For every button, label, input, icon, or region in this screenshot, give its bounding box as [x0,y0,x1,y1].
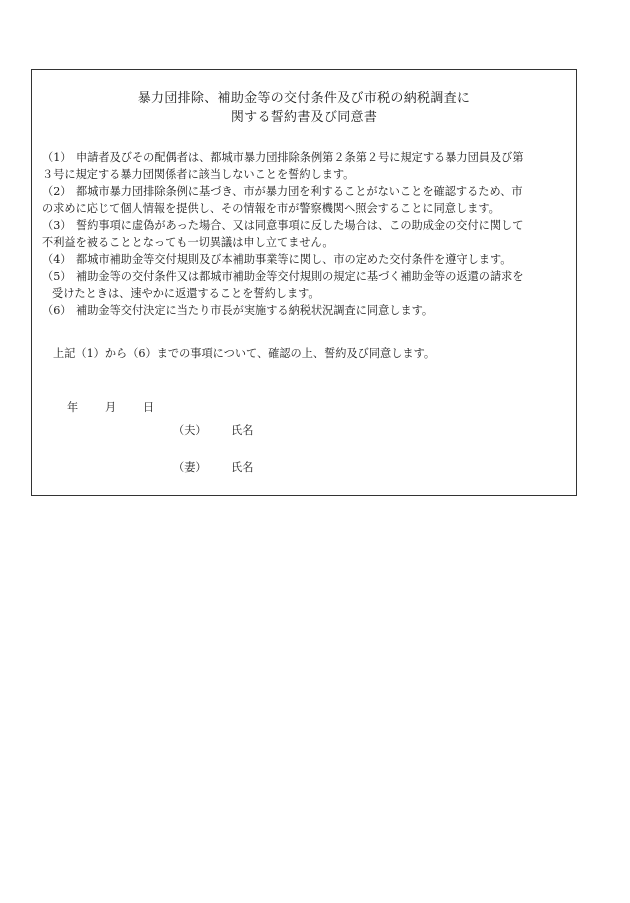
item-text: 都城市暴力団排除条例に基づき、市が暴力団を利することがないことを確認するため、市 [76,185,523,198]
signature-role-husband: （夫） [173,424,207,437]
confirmation-statement: 上記（1）から（6）までの事項について、確認の上、誓約及び同意します。 [53,347,436,360]
item-text: 誓約事項に虚偽があった場合、又は同意事項に反した場合は、この助成金の交付に関して [76,219,524,232]
date-line [67,399,154,416]
item-number: （1） [42,151,72,164]
pledge-item-5-continuation: 受けたときは、速やかに返還することを誓約します。 [52,287,320,300]
document-title-line-2: 関する誓約書及び同意書 [230,110,378,125]
item-text: 都城市補助金等交付規則及び本補助事業等に関し、市の定めた交付条件を遵守します。 [76,253,512,266]
pledge-item-2-continuation: の求めに応じて個人情報を提供し、その情報を市が警察機関へ照会することに同意します。 [42,202,500,215]
pledge-item-3-continuation: 不利益を被ることとなっても一切異議は申し立てません。 [42,236,334,249]
signature-role-wife: （妻） [173,461,207,474]
item-number: （4） [42,253,72,266]
date-month-label: 月 [105,401,117,414]
pledge-item-3 [42,217,572,234]
document-title-line-1: 暴力団排除、補助金等の交付条件及び市税の納税調査に [137,91,471,106]
pledge-items-list [42,149,572,319]
item-text: 申請者及びその配偶者は、都城市暴力団排除条例第２条第２号に規定する暴力団員及び第 [76,151,524,164]
signature-name-label: 氏名 [231,424,254,437]
signature-husband [173,422,253,439]
pledge-item-1-continuation: ３号に規定する暴力団関係者に該当しないことを誓約します。 [42,168,355,181]
pledge-item-1 [42,149,572,166]
item-text: 補助金等交付決定に当たり市長が実施する納税状況調査に同意します。 [76,304,434,317]
pledge-item-2 [42,183,572,200]
pledge-item-6 [42,302,572,319]
item-number: （5） [42,270,72,283]
signature-name-label: 氏名 [231,461,254,474]
signature-wife [173,459,253,476]
item-text: 補助金等の交付条件又は都城市補助金等交付規則の規定に基づく補助金等の返還の請求を [76,270,524,283]
item-number: （2） [42,185,72,198]
date-day-label: 日 [143,401,155,414]
date-year-label: 年 [67,401,79,414]
pledge-document-frame [31,69,577,496]
item-number: （6） [42,304,72,317]
item-number: （3） [42,219,72,232]
pledge-item-4 [42,251,572,268]
pledge-item-5 [42,268,572,285]
